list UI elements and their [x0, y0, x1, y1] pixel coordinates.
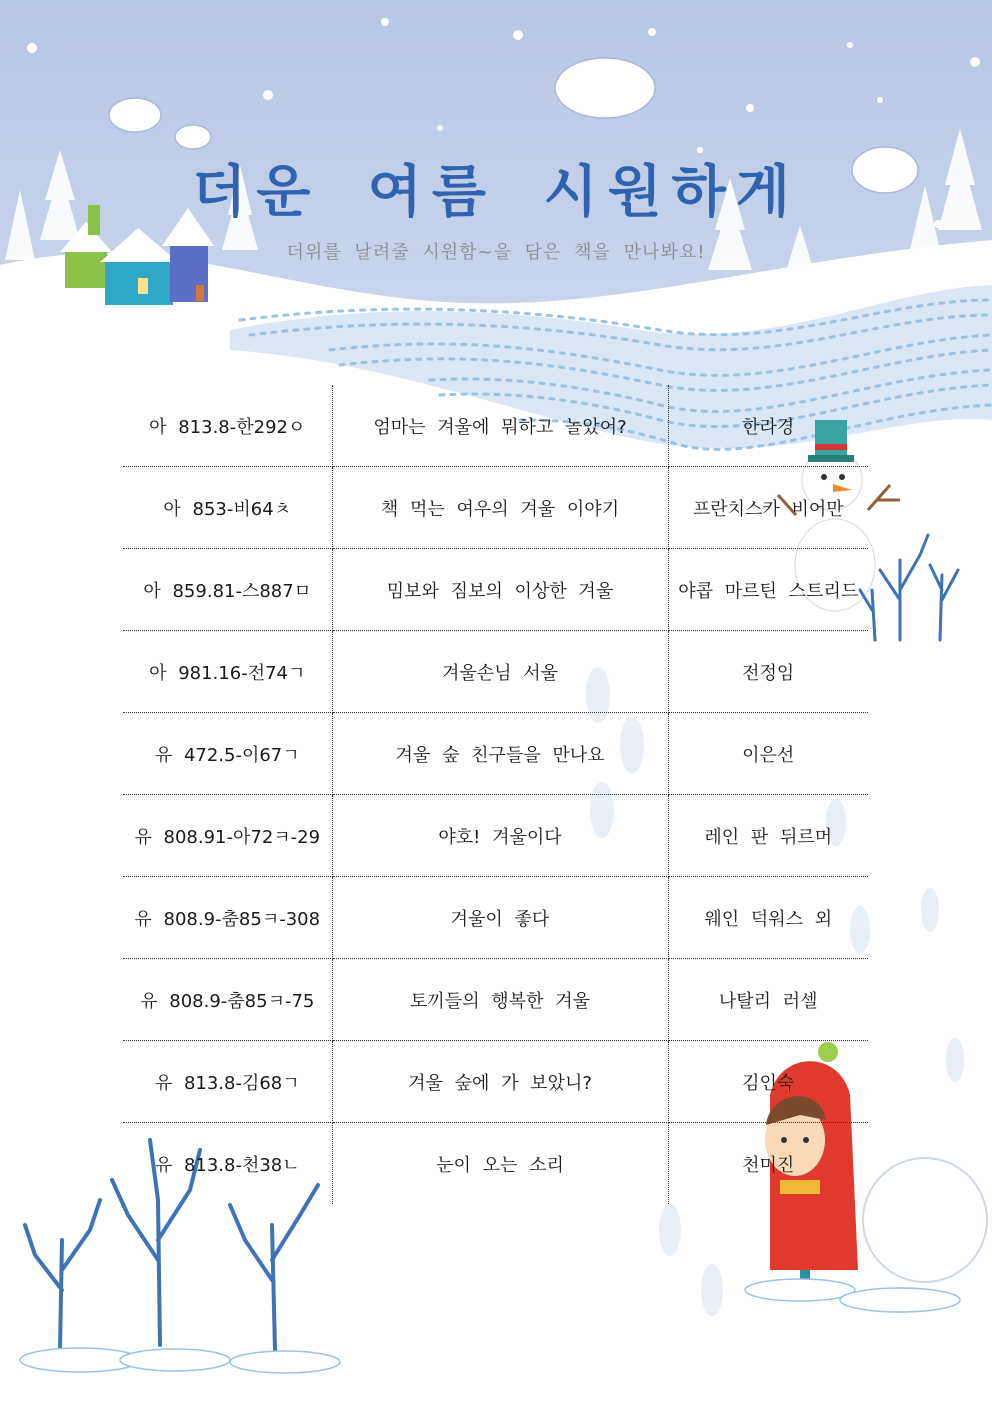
call-number-cell: 아 981.16-전74ㄱ	[123, 631, 332, 713]
table-row	[123, 1041, 868, 1123]
author-cell: 웨인 덕워스 외	[668, 877, 868, 959]
book-title-cell: 겨울이 좋다	[332, 877, 668, 959]
page-title: 더운 여름 시원하게	[192, 160, 800, 225]
call-number-cell: 아 859.81-스887ㅁ	[123, 549, 332, 631]
call-number-cell: 아 853-비64ㅊ	[123, 467, 332, 549]
call-number-cell: 유 813.8-김68ㄱ	[123, 1041, 332, 1123]
book-title-cell: 겨울손님 서울	[332, 631, 668, 713]
book-title-cell: 엄마는 겨울에 뭐하고 놀았어?	[332, 385, 668, 467]
table-row	[123, 1123, 868, 1205]
author-cell: 레인 판 뒤르머	[668, 795, 868, 877]
book-title-cell: 겨울 숲에 가 보았니?	[332, 1041, 668, 1123]
table-row	[123, 713, 868, 795]
call-number-cell: 유 808.91-아72ㅋ-29	[123, 795, 332, 877]
table-row	[123, 877, 868, 959]
table-row	[123, 959, 868, 1041]
call-number-cell: 유 808.9-춤85ㅋ-308	[123, 877, 332, 959]
book-title-cell: 겨울 숲 친구들을 만나요	[332, 713, 668, 795]
author-cell: 김인숙	[668, 1041, 868, 1123]
author-cell: 전정임	[668, 631, 868, 713]
author-cell: 나탈리 러셀	[668, 959, 868, 1041]
call-number-cell: 유 472.5-이67ㄱ	[123, 713, 332, 795]
book-list-table	[123, 385, 868, 1204]
call-number-cell: 유 813.8-천38ㄴ	[123, 1123, 332, 1205]
table-row	[123, 631, 868, 713]
book-title-cell: 밈보와 짐보의 이상한 겨울	[332, 549, 668, 631]
call-number-cell: 유 808.9-춤85ㅋ-75	[123, 959, 332, 1041]
book-title-cell: 책 먹는 여우의 겨울 이야기	[332, 467, 668, 549]
book-title-cell: 토끼들의 행복한 겨울	[332, 959, 668, 1041]
table-row	[123, 467, 868, 549]
author-cell: 한라경	[668, 385, 868, 467]
snow-ground-left	[20, 1348, 340, 1373]
author-cell: 이은선	[668, 713, 868, 795]
table-row	[123, 549, 868, 631]
author-cell: 프란치스카 비어만	[668, 467, 868, 549]
book-title-cell: 눈이 오는 소리	[332, 1123, 668, 1205]
book-title-cell: 야호! 겨울이다	[332, 795, 668, 877]
author-cell: 천미진	[742, 1154, 795, 1176]
author-cell: 야콥 마르틴 스트리드	[668, 549, 868, 631]
call-number-cell: 아 813.8-한292ㅇ	[123, 385, 332, 467]
page-subtitle: 더위를 날려줄 시원함~을 담은 책을 만나봐요!	[286, 242, 706, 263]
table-row	[123, 795, 868, 877]
table-row	[123, 385, 868, 467]
